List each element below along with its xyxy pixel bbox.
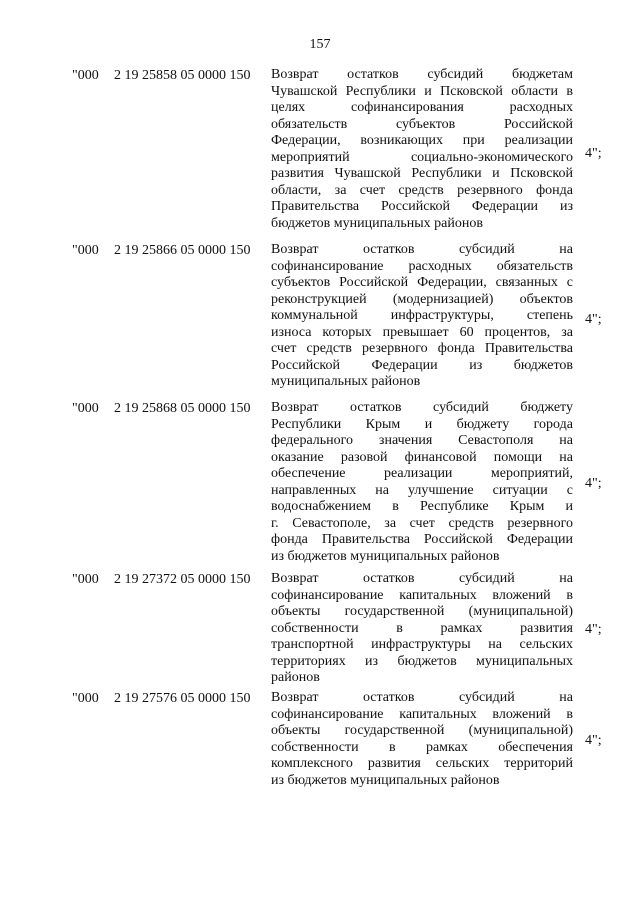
description-line: направленных на улучшение ситуации с	[271, 482, 573, 498]
description-line: области, за счет средств резервного фонда	[271, 182, 573, 198]
entry-prefix: "000	[72, 68, 99, 83]
description-line: развития Чувашской Республики и Псковской	[271, 166, 573, 181]
entry-description	[271, 690, 573, 789]
entry-prefix: "000	[72, 572, 99, 587]
entry-prefix: "000	[72, 243, 99, 258]
budget-code: 2 19 25858 05 0000 150	[114, 68, 251, 83]
entry-suffix: 4";	[585, 733, 602, 748]
description-line: Правительства Российской Федерации из	[271, 199, 573, 214]
description-line: из бюджетов муниципальных районов	[271, 548, 500, 564]
entry-suffix: 4";	[585, 476, 602, 491]
description-line: счет средств резервного фонда Правительства	[271, 341, 573, 356]
description-line: Чувашской Республики и Псковской области в	[271, 83, 573, 99]
description-line: обязательств субъектов Российской	[271, 116, 573, 132]
description-line: целях софинансирования расходных	[271, 100, 573, 115]
description-line: собственности в рамках развития	[271, 620, 573, 636]
budget-code: 2 19 25868 05 0000 150	[114, 401, 251, 416]
description-line: Федерации, возникающих при реализации	[271, 133, 573, 148]
description-line: обеспечение реализации мероприятий,	[271, 466, 573, 481]
entry-description	[271, 400, 573, 565]
description-line: софинансирование капитальных вложений в	[271, 587, 573, 603]
description-line: реконструкцией (модернизацией) объектов	[271, 291, 573, 307]
description-line: Республики Крым и бюджету города	[271, 416, 573, 432]
entry-description	[271, 571, 573, 687]
description-line: коммунальной инфраструктуры, степень	[271, 308, 573, 323]
entry-prefix: "000	[72, 691, 99, 706]
entry-suffix: 4";	[585, 312, 602, 327]
budget-code: 2 19 27372 05 0000 150	[114, 572, 251, 587]
description-line: Возврат остатков субсидий бюджетам	[271, 67, 573, 82]
description-line: Возврат остатков субсидий на	[271, 690, 573, 705]
description-line: водоснабжением в Республике Крым и	[271, 499, 573, 514]
description-line: районов	[271, 670, 320, 685]
description-line: объекты государственной (муниципальной)	[271, 604, 573, 619]
entry-suffix: 4";	[585, 622, 602, 637]
description-line: федерального значения Севастополя на	[271, 433, 573, 448]
entry-description	[271, 67, 573, 232]
description-line: муниципальных районов	[271, 374, 421, 389]
description-line: мероприятий социально-экономического	[271, 149, 573, 165]
budget-code: 2 19 25866 05 0000 150	[114, 243, 251, 258]
description-line: софинансирование капитальных вложений в	[271, 706, 573, 722]
description-line: оказание разовой финансовой помощи на	[271, 449, 573, 465]
entry-prefix: "000	[72, 401, 99, 416]
entry-description	[271, 242, 573, 391]
description-line: г. Севастополе, за счет средств резервного	[271, 515, 573, 531]
description-line: объекты государственной (муниципальной)	[271, 723, 573, 738]
description-line: субъектов Российской Федерации, связанных с	[271, 275, 573, 290]
description-line: комплексного развития сельских территорий	[271, 756, 573, 771]
description-line: из бюджетов муниципальных районов	[271, 772, 500, 788]
description-line: Российской Федерации из бюджетов	[271, 357, 573, 373]
description-line: Возврат остатков субсидий бюджету	[271, 400, 573, 415]
description-line: бюджетов муниципальных районов	[271, 215, 483, 231]
description-line: износа которых превышает 60 процентов, за	[271, 324, 573, 340]
description-line: фонда Правительства Российской Федерации	[271, 532, 573, 547]
description-line: территориях из бюджетов муниципальных	[271, 653, 573, 669]
description-line: Возврат остатков субсидий на	[271, 571, 573, 586]
description-line: транспортной инфраструктуры на сельских	[271, 637, 573, 652]
page-number: 157	[309, 37, 331, 52]
description-line: софинансирование расходных обязательств	[271, 258, 573, 274]
budget-code: 2 19 27576 05 0000 150	[114, 691, 251, 706]
description-line: Возврат остатков субсидий на	[271, 242, 573, 257]
entry-suffix: 4";	[585, 146, 602, 161]
description-line: собственности в рамках обеспечения	[271, 739, 573, 755]
